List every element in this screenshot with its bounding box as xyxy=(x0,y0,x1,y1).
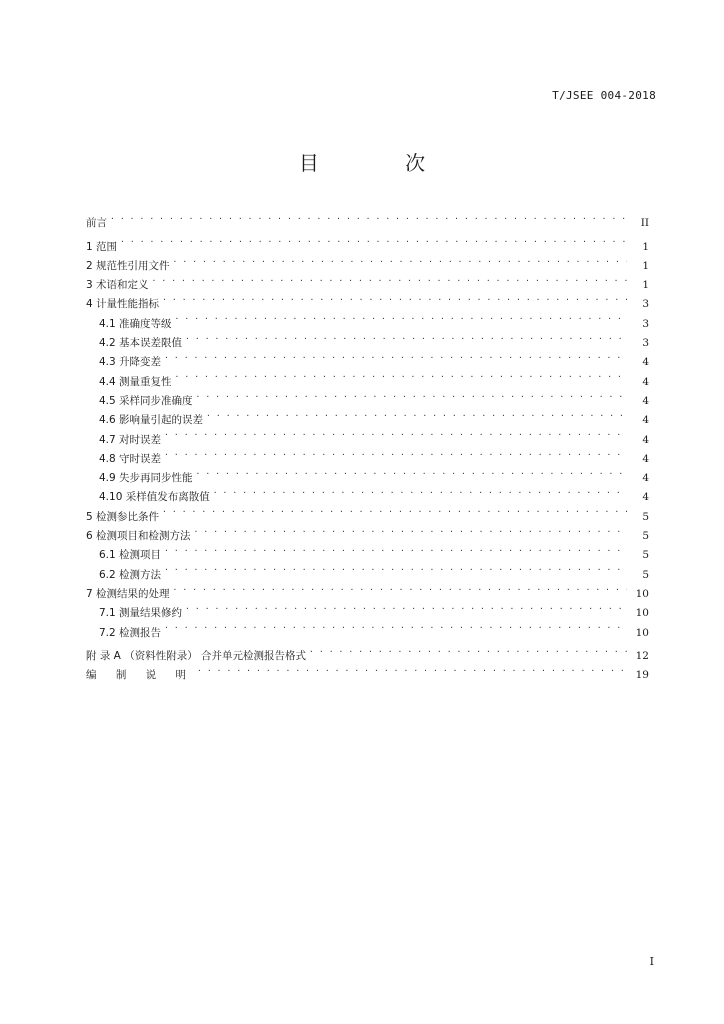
toc-entry-label: 3 术语和定义 xyxy=(86,279,149,292)
toc-entry-label: 4.8 守时误差 xyxy=(99,452,162,465)
page-title: 目 次 xyxy=(298,151,466,175)
toc-entry-label: 附 录 A （资料性附录） 合并单元检测报告格式 xyxy=(86,649,307,662)
toc-entry-page: 3 xyxy=(642,298,649,311)
dot-leader xyxy=(120,230,627,249)
toc-entry-page: 3 xyxy=(642,337,649,350)
dot-leader xyxy=(206,404,627,423)
dot-leader xyxy=(175,365,627,384)
toc-entry-7[interactable] xyxy=(86,578,649,600)
dot-leader xyxy=(164,616,627,635)
toc-entry-page: 5 xyxy=(642,549,649,562)
toc-entry-page: 1 xyxy=(642,259,649,272)
toc-entry-page: 10 xyxy=(635,587,649,600)
toc-entry-label: 编 制 说 明 xyxy=(86,669,195,682)
toc-entry-label: 4.1 准确度等级 xyxy=(99,317,172,330)
toc-entry-page: 3 xyxy=(642,317,649,330)
dot-leader xyxy=(173,250,627,269)
toc-entry-page: 5 xyxy=(642,530,649,543)
toc-entry-label: 4 计量性能指标 xyxy=(86,298,160,311)
document-id: T/JSEE 004-2018 xyxy=(552,89,656,102)
toc-entry-label: 2 规范性引用文件 xyxy=(86,259,170,272)
dot-leader xyxy=(213,481,627,500)
toc-entry-7-2[interactable] xyxy=(86,616,649,639)
toc-entry-page: 4 xyxy=(642,375,649,388)
toc-entry-page: 4 xyxy=(642,433,649,446)
toc-entry-label: 4.6 影响量引起的误差 xyxy=(99,414,204,427)
toc-entry-label: 4.3 升降变差 xyxy=(99,356,162,369)
toc-entry-label: 6.1 检测项目 xyxy=(99,549,162,562)
toc-entry-label: 5 检测参比条件 xyxy=(86,510,160,523)
toc-entry-label: 4.2 基本误差限值 xyxy=(99,337,183,350)
toc-entry-label: 4.9 失步再同步性能 xyxy=(99,472,193,485)
toc-entry-page: 19 xyxy=(635,669,649,682)
toc-entry-label: 前言 xyxy=(86,217,107,230)
toc-entry-page: 5 xyxy=(642,568,649,581)
dot-leader xyxy=(173,578,627,597)
toc-entry-4-7[interactable] xyxy=(86,423,649,446)
toc-entry-page: 4 xyxy=(642,356,649,369)
dot-leader xyxy=(309,640,627,659)
dot-leader xyxy=(152,269,627,288)
toc-entry-4-1[interactable] xyxy=(86,307,649,330)
toc-entry-5[interactable] xyxy=(86,500,649,523)
page-number: I xyxy=(649,955,654,968)
dot-leader xyxy=(175,307,627,326)
toc-entry-4[interactable] xyxy=(86,288,649,311)
toc-entry-page: 4 xyxy=(642,472,649,485)
dot-leader xyxy=(164,558,627,577)
toc-entry-page: 10 xyxy=(635,607,649,620)
toc-entry-page: 4 xyxy=(642,414,649,427)
toc-entry-label: 6 检测项目和检测方法 xyxy=(86,530,191,543)
toc-entry-page: 5 xyxy=(642,510,649,523)
dot-leader xyxy=(162,500,627,519)
toc-entry-page: II xyxy=(640,217,649,230)
dot-leader xyxy=(164,423,627,442)
toc-entry-label: 4.10 采样值发布离散值 xyxy=(99,491,210,504)
toc-entry-page: 1 xyxy=(642,279,649,292)
toc-entry-preface[interactable] xyxy=(86,207,649,230)
toc-entry-page: 10 xyxy=(635,626,649,639)
toc-entry-label: 4.7 对时误差 xyxy=(99,433,162,446)
toc-entry-4-3[interactable] xyxy=(86,346,649,369)
toc-entry-label: 7.2 检测报告 xyxy=(99,626,162,639)
dot-leader xyxy=(164,539,627,558)
toc-entry-4-4[interactable] xyxy=(86,365,649,388)
toc-entry-3[interactable] xyxy=(86,269,649,292)
dot-leader xyxy=(185,327,627,346)
toc-entry-4-8[interactable] xyxy=(86,443,649,465)
toc-entry-6-2[interactable] xyxy=(86,558,649,581)
toc-entry-page: 4 xyxy=(642,452,649,465)
toc-entry-page: 12 xyxy=(635,649,649,662)
toc-entry-label: 6.2 检测方法 xyxy=(99,568,162,581)
toc-entry-2[interactable] xyxy=(86,250,649,272)
toc-entry-page: 1 xyxy=(642,240,649,253)
toc-entry-6[interactable] xyxy=(86,520,649,543)
toc-entry-label: 4.4 测量重复性 xyxy=(99,375,172,388)
toc-entry-label: 7 检测结果的处理 xyxy=(86,587,170,600)
dot-leader xyxy=(164,443,627,462)
dot-leader xyxy=(197,659,627,678)
toc-entry-4-9[interactable] xyxy=(86,462,649,485)
dot-leader xyxy=(196,385,627,404)
toc-entry-appendix-a[interactable] xyxy=(86,640,649,662)
dot-leader xyxy=(164,346,627,365)
dot-leader xyxy=(194,520,627,539)
dot-leader xyxy=(196,462,627,481)
toc-entry-label: 4.5 采样同步准确度 xyxy=(99,394,193,407)
toc-entry-label: 7.1 测量结果修约 xyxy=(99,607,183,620)
toc-entry-page: 4 xyxy=(642,491,649,504)
toc-entry-page: 4 xyxy=(642,394,649,407)
dot-leader xyxy=(110,207,627,226)
dot-leader xyxy=(162,288,627,307)
table-of-contents xyxy=(86,207,649,682)
toc-entry-1[interactable] xyxy=(86,230,649,253)
dot-leader xyxy=(185,597,627,616)
toc-entry-6-1[interactable] xyxy=(86,539,649,562)
toc-entry-label: 1 范围 xyxy=(86,240,118,253)
